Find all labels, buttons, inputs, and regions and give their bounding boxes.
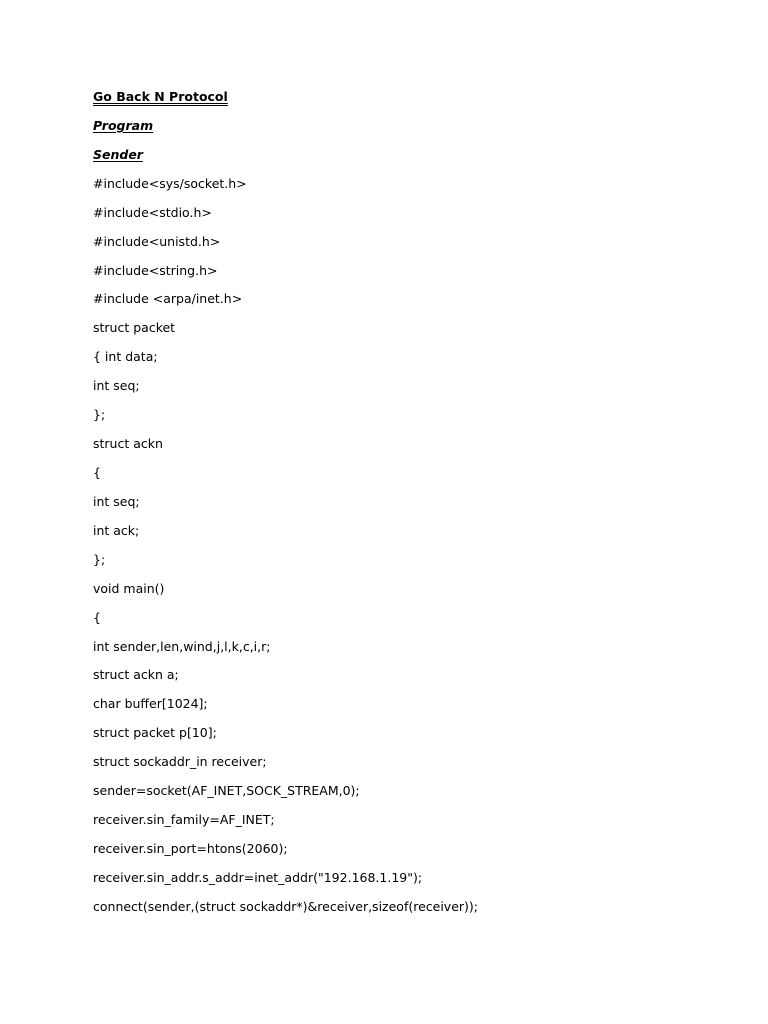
code-block (93, 174, 733, 926)
code-line: { (93, 464, 101, 480)
code-line: connect(sender,(struct sockaddr*)&receiver,sizeof(receiver)); (93, 898, 478, 914)
code-line: struct packet p[10]; (93, 725, 217, 741)
code-line: { (93, 609, 101, 625)
code-line: { int data; (93, 349, 158, 365)
code-line: int seq; (93, 493, 140, 509)
code-line: receiver.sin_addr.s_addr=inet_addr("192.168.1.19"); (93, 869, 423, 885)
code-line: receiver.sin_port=htons(2060); (93, 840, 288, 856)
code-line: #include<sys/socket.h> (93, 175, 247, 191)
code-line: int sender,len,wind,j,l,k,c,i,r; (93, 638, 271, 654)
code-line: }; (93, 551, 106, 567)
section-heading: Program (93, 117, 154, 133)
code-line: int ack; (93, 522, 140, 538)
document-title: Go Back N Protocol (93, 89, 228, 104)
code-line: sender=socket(AF_INET,SOCK_STREAM,0); (93, 783, 360, 799)
code-line: void main() (93, 580, 165, 596)
code-line: #include <arpa/inet.h> (93, 291, 243, 307)
code-line: }; (93, 407, 106, 423)
document-body (93, 87, 733, 926)
code-line: struct ackn (93, 436, 163, 452)
code-line: #include<unistd.h> (93, 233, 221, 249)
code-line: struct ackn a; (93, 667, 179, 683)
code-line: struct packet (93, 320, 176, 336)
code-line: struct sockaddr_in receiver; (93, 754, 267, 770)
code-line: receiver.sin_family=AF_INET; (93, 812, 275, 828)
subsection-heading: Sender (93, 146, 143, 162)
code-line: char buffer[1024]; (93, 696, 208, 712)
code-line: int seq; (93, 378, 140, 394)
code-line: #include<string.h> (93, 262, 218, 278)
code-line: #include<stdio.h> (93, 204, 212, 220)
